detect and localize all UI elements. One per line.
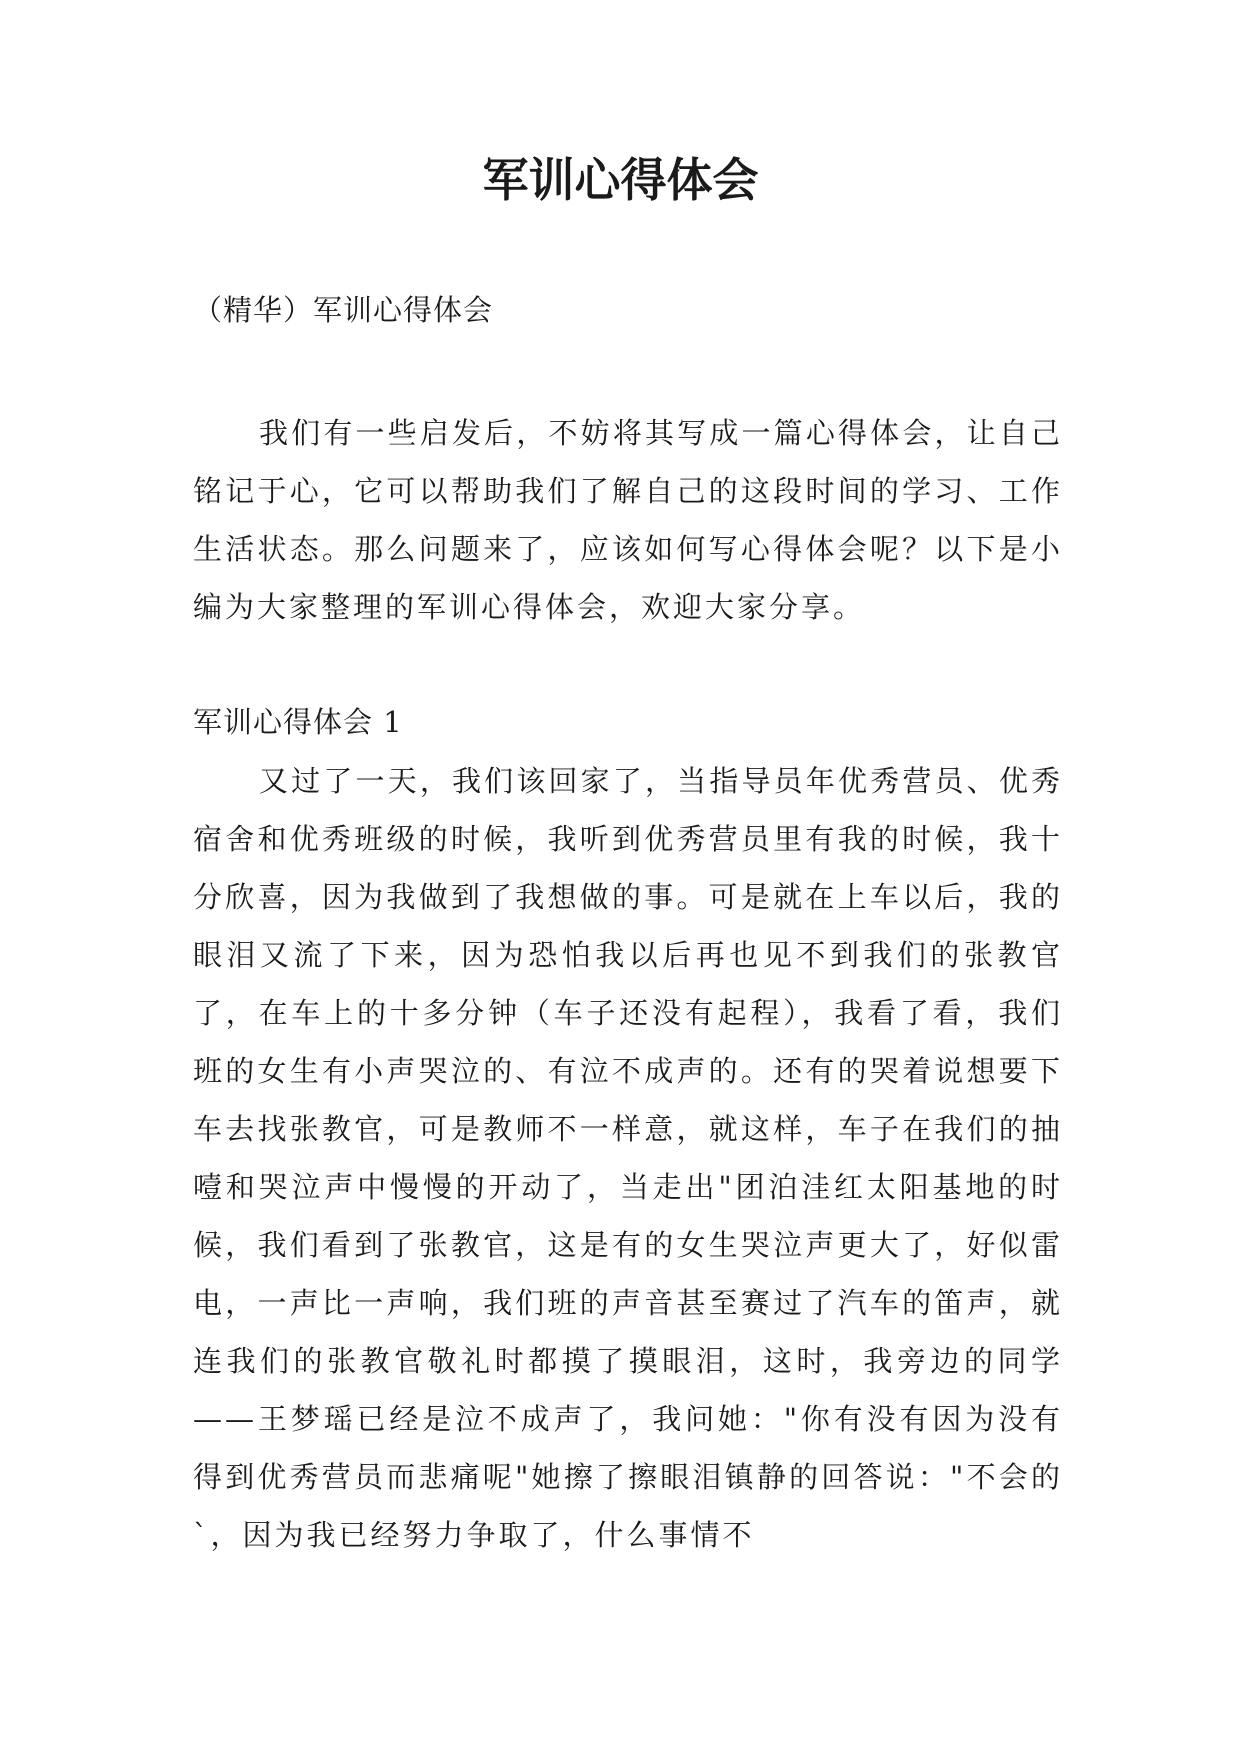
section-heading: 军训心得体会 1 <box>193 705 403 739</box>
section-body-paragraph: 又过了一天，我们该回家了，当指导员年优秀营员、优秀宿舍和优秀班级的时候，我听到优秀营员里有我的时候，我十分欣喜，因为我做到了我想做的事。可是就在上车以后，我的眼泪又流了下来，因为恐怕我以后再也见不到我们的张教官了，在车上的十多分钟（车子还没有起程），我看了看，我们班的女生有小声哭泣的、有泣不成声的。还有的哭着说想要下车去找张教官，可是教师不一样意，就这样，车子在我们的抽噎和哭泣声中慢慢的开动了，当走出"团泊洼红太阳基地的时候，我们看到了张教官，这是有的女生哭泣声更大了，好似雷电，一声比一声响，我们班的声音甚至赛过了汽车的笛声，就连我们的张教官敬礼时都摸了摸眼泪，这时，我旁边的同学——王梦瑶已经是泣不成声了，我问她："你有没有因为没有得到优秀营员而悲痛呢"她擦了擦眼泪镇静的回答说："不会的`，因为我已经努力争取了，什么事情不 <box>193 764 1063 1552</box>
document-subtitle: （精华）军训心得体会 <box>193 293 494 327</box>
document-title: 军训心得体会 <box>482 153 759 207</box>
intro-paragraph: 我们有一些启发后，不妨将其写成一篇心得体会，让自己铭记于心，它可以帮助我们了解自己的这段时间的学习、工作生活状态。那么问题来了，应该如何写心得体会呢？以下是小编为大家整理的军训心得体会，欢迎大家分享。 <box>193 416 1063 624</box>
